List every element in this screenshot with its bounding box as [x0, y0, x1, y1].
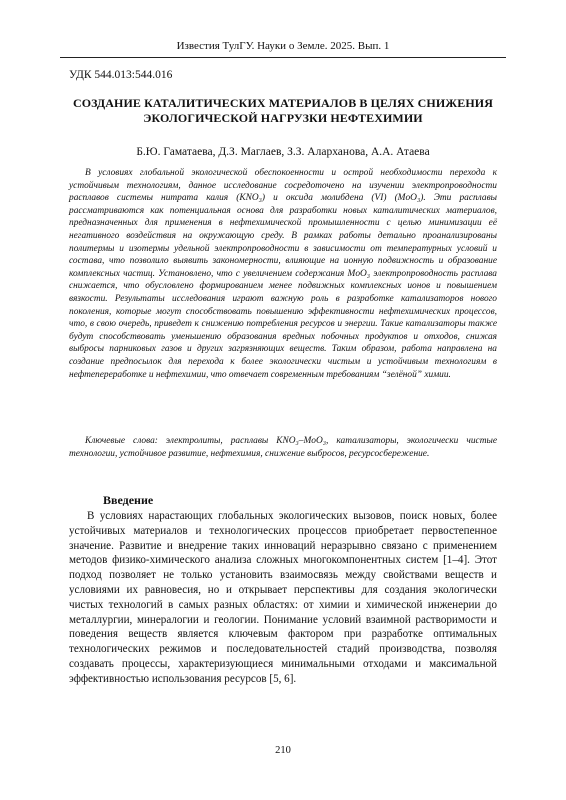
section-heading-introduction: Введение: [103, 493, 154, 507]
header-divider: [60, 57, 506, 58]
article-title: СОЗДАНИЕ КАТАЛИТИЧЕСКИХ МАТЕРИАЛОВ В ЦЕЛЯХ СНИЖЕНИЯ ЭКОЛОГИЧЕСКОЙ НАГРУЗКИ НЕФТЕХИМИИ: [72, 96, 494, 125]
introduction-paragraph: В условиях нарастающих глобальных экологических вызовов, поиск новых, более устойчивых материалов и технологических процессов приобретает первостепенное значение. Развитие и внедрение таких инноваций неразрывно связано с применением методов физико-химического анализа сложных многокомпонентных систем [1–4]. Этот подход позволяет не только установить взаимосвязь между свойствами веществ и условиями их равновесия, но и открывает перспективы для создания экологически чистых технологий в самых разных областях: от химии и химической инженерии до металлургии, минералогии и геологии. Понимание условий взаимной растворимости и поведения веществ является ключевым фактором при разработке оптимальных технологических режимов и последовательностей стадий производства, позволяя создавать процессы, характеризующиеся минимальными отходами и максимальной эффективностью использования ресурсов [5, 6].: [69, 510, 497, 685]
journal-header: Известия ТулГУ. Науки о Земле. 2025. Вып. 1: [176, 40, 390, 52]
page-number: 210: [275, 745, 291, 756]
keywords: Ключевые слова: электролиты, расплавы KNO₃–MoO₃, катализаторы, экологически чистые технологии, устойчивое развитие, нефтехимия, снижение выбросов, ресурсосбережение.: [69, 436, 497, 459]
abstract: В условиях глобальной экологической обеспокоенности и острой необходимости перехода к устойчивым технологиям, данное исследование сосредоточено на изучении электропроводности расплавов системы нитрата калия (KNO₃) и оксида молибдена (VI) (MoO₃). Эти расплавы рассматриваются как потенциальная основа для разработки новых каталитических материалов, предназначенных для применения в нефтехимической промышленности с целью минимизации её негативного воздействия на окружающую среду. В рамках работы детально проанализированы политермы и изотермы удельной электропроводности в зависимости от температурных условий и состава, что позволило выявить закономерности, влияющие на ионную подвижность и образование комплексных частиц. Установлено, что с увеличением содержания MoO₃ электропроводность расплава снижается, что обусловлено формированием менее подвижных комплексных ионов и повышением вязкости. Результаты исследования играют важную роль в разработке катализаторов нового поколения, которые могут способствовать повышению эффективности нефтехимических процессов, что, в свою очередь, приведет к снижению потребления ресурсов и энергии. Такие катализаторы также будут способствовать уменьшению образования вредных побочных продуктов и отходов, снижая выбросы парниковых газов и других загрязняющих веществ. Таким образом, работа направлена на создание предпосылок для перехода к более экологически чистым и устойчивым технологиям в нефтепереработке и нефтехимии, что отвечает современным требованиям “зелёной” химии.: [69, 168, 497, 380]
udc-code: УДК 544.013:544.016: [69, 69, 173, 81]
article-authors: Б.Ю. Гаматаева, Д.З. Маглаев, З.З. Аларханова, А.А. Атаева: [136, 146, 430, 158]
